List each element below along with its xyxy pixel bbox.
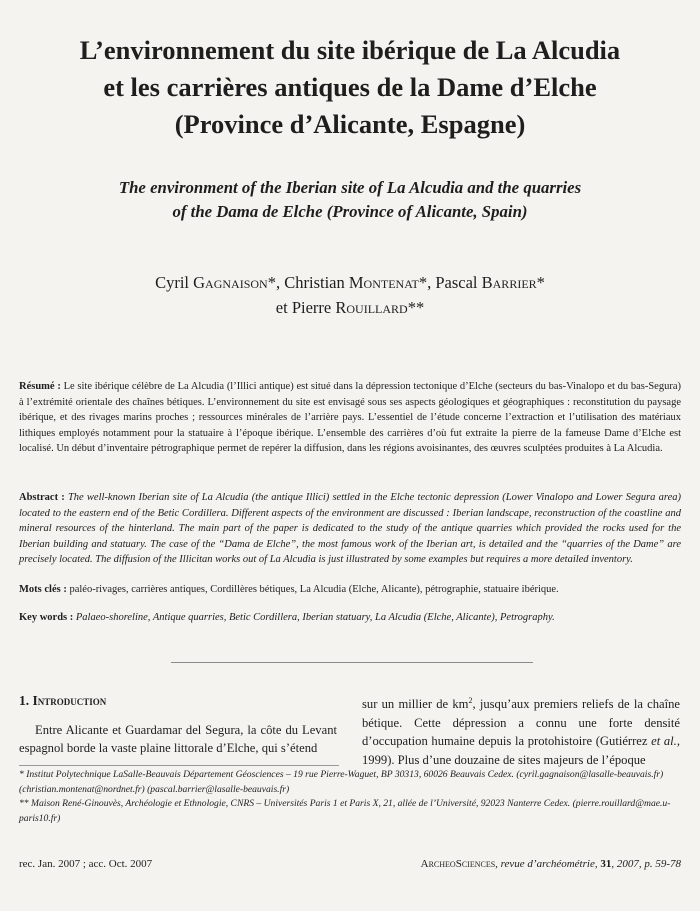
author-2-first: Christian [284,273,349,292]
resume-paragraph [19,379,681,457]
footnote-2: ** Maison René-Ginouvès, Archéologie et Ethnologie, CNRS – Universités Paris 1 et Paris X, 21, allée de l’Université, 92023 Nanterre Cedex. (pierre.rouillard@mae.u-paris10.fr) [19,798,671,824]
intro-paragraph-left: Entre Alicante et Guardamar del Segura, la côte du Levant espagnol borde la vaste plaine littorale d’Elche, qui s’étend [19,722,337,755]
right-column [362,692,680,769]
author-1-last: Gagnaison [193,273,268,292]
article-title [40,32,660,143]
footer-citation [421,857,681,871]
key-words-label: Key words : [19,612,76,623]
intro-right-part-3: , 1999). Plus d’une douzaine de sites majeurs de l’époque [362,734,680,767]
author-2-last: Montenat [348,273,419,292]
resume-text: Le site ibérique célèbre de La Alcudia (l’Illici antique) est situé dans la dépression tectonique d’Elche (secteurs du bas-Vinalopo et du bas-Segura) à l’extrémité orientale des chaînes bétiques. L’environnement du site est envisagé sous ses aspects géologiques et géographiques : reconstitution du paysage ibérique, et des rivages marins proches ; ressources minérales de l’arrière pays. L’essentiel de l’étude concerne l’extraction et l’utilisation des matériaux lithiques employés notamment pour la statuaire à l’époque ibérique. L’ensemble des carrières d’où fut extraite la pierre de la fameuse Dame d’Elche est localisé. Un début d’inventaire pétrographique permet de repérer la diffusion, dans les régions avoisinantes, des œuvres sculptées produites à La Alcudia. [19,381,682,454]
author-line-1 [40,270,660,295]
english-title-line-1: The environment of the Iberian site of La Alcudia and the quarries [118,178,582,197]
author-line-2 [40,295,660,320]
mots-cles-paragraph [19,582,681,598]
author-1-mark: *, [267,273,285,292]
author-4-last: Rouillard [335,298,408,317]
author-4-first: et Pierre [275,298,336,317]
title-line-2: et les carrières antiques de la Dame d’Elche [103,72,597,102]
section-heading-introduction [19,692,337,711]
author-1-first: Cyril [155,273,194,292]
key-words-text: Palaeo-shoreline, Antique quarries, Betic Cordillera, Iberian statuary, La Alcudia (Elche, Alicante), Petrography. [75,612,555,623]
mots-cles-text: paléo-rivages, carrières antiques, Cordillères bétiques, La Alcudia (Elche, Alicante), pétrographie, statuaire ibérique. [69,584,559,595]
author-3-last: Barrier [481,273,537,292]
footer-review: , revue d’archéométrie, [495,858,601,870]
intro-right-part-1: sur un millier de km [362,697,469,712]
section-number: 1. [19,693,33,708]
intro-paragraph-right [362,692,680,769]
section-heading-initial: I [32,693,38,708]
key-words-paragraph [19,610,681,626]
section-heading-rest: ntroduction [37,693,107,708]
abstract-text: The well-known Iberian site of La Alcudia (the antique Illici) settled in the Elche tectonic depression (Lower Vinalopo and Lower Segura area) located to the eastern end of the Betic Cordillera. Different aspects of the environment are discussed : Iberian landscape, reconstruction of the coastline and mineral resources of the hinterland. The main part of the paper is dedicated to the study of the antique quarries which provided the rocks used for the Iberian building and statuary. The case of the “Dama de Elche”, the most famous work of the Iberian art, is detailed and the “quarries of the Dame” are precisely located. The diffusion of the Illicitan works out of La Alcudia is just illustrated by some examples but requires a more detailed inventory. [19,492,681,565]
resume-label: Résumé : [19,381,64,392]
footer-pages: , 2007, p. 59-78 [611,858,681,870]
mots-cles-label: Mots clés : [19,584,70,595]
english-title-line-2: of the Dama de Elche (Province of Alicante, Spain) [172,202,528,221]
author-3-mark: * [536,273,545,292]
left-column [19,692,337,758]
footer-dates: rec. Jan. 2007 ; acc. Oct. 2007 [19,858,153,870]
intro-right-etal: et al. [651,734,677,749]
section-divider [171,662,533,663]
footnote-rule [19,765,339,766]
footer-journal: ArcheoSciences [420,858,496,870]
author-3-first: Pascal [435,273,482,292]
abstract-paragraph [19,490,681,568]
footer-volume: 31 [600,858,612,870]
english-title [40,176,660,224]
footnote-1: * Institut Polytechnique LaSalle-Beauvais Département Géosciences – 19 rue Pierre-Waguet, BP 30313, 60026 Beauvais Cedex. (cyril.gagnaison@lasalle-beauvais.fr) (christian.montenat@nordnet.fr) (pascal.barrier@lasalle-beauvais.fr) [19,769,664,795]
abstract-label: Abstract : [19,492,68,503]
title-line-3: (Province d’Alicante, Espagne) [174,109,526,139]
intro-right-superscript: 2 [468,696,473,705]
author-2-mark: *, [418,273,436,292]
author-4-mark: ** [407,298,425,317]
author-list [40,270,660,320]
intro-right-part-2: , jusqu’aux premiers reliefs de la chaîne bétique. Cette dépression a connu une forte densité d’occupation humaine depuis la protohistoire (Gutiérrez [362,697,680,749]
title-line-1: L’environnement du site ibérique de La Alcudia [79,35,621,65]
footnotes [19,768,681,826]
